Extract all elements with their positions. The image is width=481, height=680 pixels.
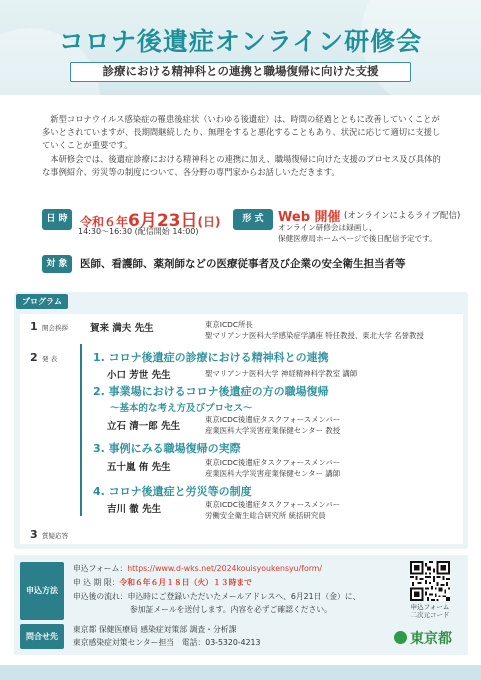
qr-caption [405, 603, 455, 619]
apply-deadline-row: 申 込 期 限：令和６年６月１８日（火）１３時まで [73, 578, 252, 587]
presentations-label: 発 表 [42, 355, 58, 363]
opening-affiliation-line-2: 聖マリアンナ医科大学感染症学講座 特任教授、東北大学 名誉教授 [205, 331, 424, 340]
apply-form-label: 申込フォーム [73, 564, 120, 573]
opening-affiliation [205, 319, 424, 341]
tokyo-mark-icon [394, 631, 407, 644]
qr-caption-line-2: 二次元コード [410, 611, 450, 619]
opening-affiliation-line-1: 東京ICDC所長 [205, 320, 253, 329]
talk-2-affiliation [205, 414, 340, 436]
presentations-divider [80, 344, 82, 516]
talk-1-affiliation: 聖マリアンナ医科大学 神経精神科学教室 講師 [205, 369, 358, 378]
intro-paragraph-1: 新型コロナウイルス感染症の罹患後症状（いわゆる後遺症）は、時間の経過とともに改善していくことが多いとされていますが、長期間継続したり、無理をすると悪化することもあり、状況に応じて適切に支援していくことが重要です。 [42, 114, 441, 151]
contact-line-1: 東京都 保健医療局 感染症対策部 調査・分析課 [73, 625, 237, 634]
contact-line-2: 東京感染症対策センター担当 電話：03-5320-4213 [73, 638, 261, 647]
apply-flow-line-2: 参加証メールを送付します。内容を必ずご確認ください。 [130, 605, 332, 614]
talk-3-affiliation-line-2: 産業医科大学災害産業保健センター 講師 [205, 469, 341, 478]
opening-label: 開会挨拶 [42, 324, 68, 332]
apply-deadline-label: 申 込 期 限 [73, 578, 112, 587]
format-main: Web 開催 [278, 210, 341, 225]
qa-number: 3 [30, 528, 38, 541]
qr-caption-line-1: 申込フォーム [410, 603, 450, 611]
talk-4-speaker: 吉川 徹 先生 [107, 504, 162, 515]
talk-2-affiliation-line-2: 産業医科大学災害産業保健センター 教授 [205, 426, 341, 435]
format-label: 形 式 [233, 209, 273, 230]
talk-4-affiliation-line-1: 東京ICDC後遺症タスクフォースメンバー [205, 500, 341, 509]
apply-flow-row: 申込後の流れ：申込時にご登録いただいたメールアドレスへ、6月21日（金）に、 [73, 592, 361, 601]
talk-4-affiliation [205, 499, 340, 521]
date-main: 6月23日 [128, 211, 198, 231]
talk-2-title: 2. 事業場におけるコロナ後遺症の方の職場復帰 [93, 385, 329, 398]
opening-number: 1 [30, 320, 38, 333]
apply-form-link[interactable]: https://www.d-wks.net/2024kouisyoukensyu/form/ [127, 564, 323, 573]
date-label: 日 時 [42, 209, 72, 230]
date-prefix: 令和６年 [80, 215, 129, 229]
talk-2-affiliation-line-1: 東京ICDC後遺症タスクフォースメンバー [205, 415, 341, 424]
contact-label: 問合せ先 [20, 624, 64, 649]
event-time: 14:30～16:30 (配信開始 14:00) [78, 227, 199, 236]
talk-1-speaker: 小口 芳世 先生 [107, 370, 171, 381]
program-label: プログラム [16, 294, 68, 309]
talk-3-speaker: 五十嵐 侑 先生 [107, 462, 171, 473]
apply-flow-line-1: 申込時にご登録いただいたメールアドレスへ、6月21日（金）に、 [127, 592, 361, 601]
page-title: コロナ後遺症オンライン研修会 [58, 27, 423, 56]
format-sub: (オンラインによるライブ配信) [344, 211, 461, 221]
date-suffix: (日) [197, 215, 221, 229]
talk-3-affiliation [205, 457, 340, 479]
format-note-line-2: 保健医療局ホームページで後日配信予定です。 [278, 234, 437, 243]
talk-2-speaker: 立石 清一郎 先生 [107, 421, 181, 432]
footer-band [0, 665, 481, 680]
format-note [278, 222, 437, 244]
format-note-line-1: オンライン研修会は録画し、 [278, 223, 377, 232]
talk-2-subtitle: ～基本的な考え方及びプロセス～ [110, 403, 253, 414]
apply-flow-label: 申込後の流れ [73, 592, 120, 601]
tokyo-logo-text: 東京都 [410, 631, 452, 647]
qa-label: 質疑応答 [42, 532, 68, 540]
talk-3-affiliation-line-1: 東京ICDC後遺症タスクフォースメンバー [205, 458, 341, 467]
intro-paragraph-2: 本研修会では、後遺症診療における精神科との連携に加え、職場復帰に向けた支援のプロセス及び具体的な事例紹介、労災等の制度について、各分野の専門家からお話しいただきます。 [42, 153, 441, 177]
apply-deadline: 令和６年６月１８日（火）１３時まで [119, 578, 252, 587]
tokyo-logo [394, 628, 452, 648]
target-audience: 医師、看護師、薬剤師などの医療従事者及び企業の安全衛生担当者等 [80, 258, 406, 270]
apply-form-row: 申込フォーム：https://www.d-wks.net/2024kouisyoukensyu/form/ [73, 564, 323, 573]
talk-3-title: 3. 事例にみる職場復帰の実際 [93, 442, 241, 455]
presentations-number: 2 [30, 351, 38, 364]
talk-4-title: 4. コロナ後遺症と労災等の制度 [93, 485, 252, 498]
target-label: 対 象 [42, 255, 72, 273]
talk-4-affiliation-line-2: 労働安全衛生総合研究所 統括研究員 [205, 511, 326, 520]
talk-1-title: 1. コロナ後遺症の診療における精神科との連携 [93, 351, 329, 364]
intro-text [42, 113, 442, 179]
page-subtitle: 診療における精神科との連携と職場復帰に向けた支援 [70, 62, 411, 82]
apply-label: 申込方法 [20, 562, 64, 620]
opening-speaker: 賀来 満夫 先生 [90, 323, 154, 334]
qr-code-icon[interactable] [410, 561, 450, 601]
